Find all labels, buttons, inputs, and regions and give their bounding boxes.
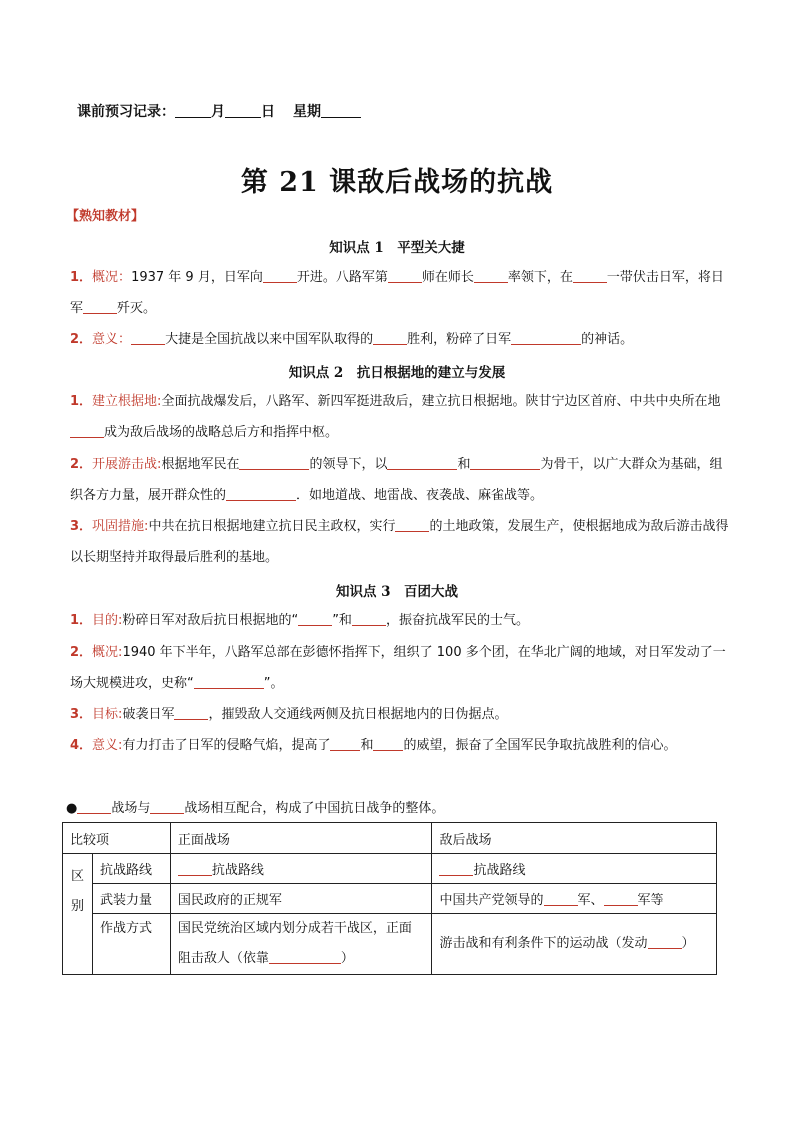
- item-number: 1．: [70, 613, 93, 628]
- table-header-row: [63, 823, 717, 854]
- item-text: ．如地道战、地雷战、夜袭战、麻雀战等。: [296, 488, 544, 503]
- header-rear: 敌后战场: [432, 823, 717, 854]
- item-text: 的威望，振奋了全国军民争取抗战胜利的信心。: [403, 738, 677, 753]
- route-label: 抗战路线: [92, 854, 170, 884]
- cell-text: ）: [681, 936, 695, 951]
- fill-blank: [573, 269, 607, 283]
- item-text: 中共在抗日根据地建立抗日民主政权，实行: [148, 519, 396, 534]
- item-text: 为骨干，以广大群众为基础，组织各方力量，展开群众性的: [70, 457, 723, 503]
- kp1-item2: [70, 324, 730, 355]
- fill-blank: [178, 862, 212, 876]
- diff-cell: [63, 854, 93, 975]
- fill-blank: [470, 456, 540, 470]
- fill-blank: [239, 456, 309, 470]
- fill-blank: [263, 269, 297, 283]
- force-front: 国民政府的正规军: [170, 884, 432, 914]
- item-text: 师在师长: [421, 270, 474, 285]
- cell-text: 游击战和有利条件下的运动战（发动: [439, 936, 648, 951]
- cell-text: ）: [340, 951, 354, 966]
- fill-blank: [70, 424, 104, 438]
- fill-blank: [604, 892, 638, 906]
- day-blank: [225, 103, 261, 118]
- item-label: 开展游击战:: [92, 457, 162, 472]
- item-text: 和: [360, 738, 374, 753]
- fill-blank: [387, 456, 457, 470]
- item-number: 2．: [70, 457, 93, 472]
- table-row: [63, 854, 717, 884]
- item-number: 4．: [70, 738, 93, 753]
- weekday-blank: [321, 103, 361, 118]
- preview-weekday: 星期: [293, 104, 321, 120]
- bullet-dot: ●: [66, 801, 78, 816]
- fill-blank: [544, 892, 578, 906]
- route-rear: [432, 854, 717, 884]
- item-text: 成为敌后战场的战略总后方和指挥中枢。: [104, 425, 339, 440]
- bullet-line: [66, 797, 444, 816]
- fill-blank: [388, 269, 422, 283]
- item-text: 的神话。: [581, 332, 634, 347]
- item-number: 1．: [70, 394, 93, 409]
- item-label: 目的:: [92, 613, 123, 628]
- item-text: ，振奋抗战军民的士气。: [385, 613, 529, 628]
- diff-text: 区别: [70, 869, 84, 914]
- item-text: 粉碎日军对敌后抗日根据地的“: [122, 613, 299, 628]
- fill-blank: [269, 950, 341, 964]
- kp1-heading: 知识点 1 平型关大捷: [329, 240, 465, 256]
- item-label: 意义：: [92, 332, 132, 347]
- kp3-item2: [70, 637, 730, 699]
- item-text: ，摧毁敌人交通线两侧及抗日根据地内的日伪据点。: [208, 707, 508, 722]
- kp2-heading: 知识点 2 抗日根据地的建立与发展: [288, 365, 506, 381]
- item-text: 和: [457, 457, 471, 472]
- kp2-item1: [70, 386, 730, 448]
- kp3-heading: 知识点 3 百团大战: [335, 584, 459, 600]
- fill-blank: [439, 862, 473, 876]
- kp2-item3: [70, 511, 730, 573]
- fill-blank: [330, 737, 360, 751]
- kp3-item4: [70, 730, 730, 761]
- item-number: 3．: [70, 707, 93, 722]
- item-number: 2．: [70, 332, 93, 347]
- kp2-item2: [70, 449, 730, 511]
- preview-record: [77, 101, 361, 121]
- route-front: [170, 854, 432, 884]
- item-number: 1．: [70, 270, 93, 285]
- kp3-item1: [70, 605, 730, 636]
- item-text: ”和: [332, 613, 352, 628]
- item-text: 破袭日军: [122, 707, 175, 722]
- table-row: [63, 884, 717, 914]
- fill-blank: [373, 331, 407, 345]
- cell-text: 军等: [637, 893, 664, 908]
- item-text: 的领导下，以: [309, 457, 388, 472]
- kp1-item1: [70, 262, 730, 324]
- bullet-text: 战场与: [111, 801, 151, 816]
- bullet-text: 战场相互配合，构成了中国抗日战争的整体。: [184, 801, 445, 816]
- preview-label: 课前预习记录：: [77, 104, 175, 120]
- item-text: 根据地军民在: [161, 457, 240, 472]
- method-label: 作战方式: [92, 914, 170, 975]
- item-text: 一带伏击日军，将日军: [70, 270, 724, 316]
- fill-blank: [226, 487, 296, 501]
- item-label: 建立根据地:: [92, 394, 162, 409]
- force-label: 武装力量: [92, 884, 170, 914]
- cell-text: 军、: [577, 893, 604, 908]
- item-label: 概况：: [92, 270, 132, 285]
- method-front: [170, 914, 432, 975]
- fill-blank: [77, 800, 111, 814]
- preview-day: 日: [261, 104, 275, 120]
- force-rear: [432, 884, 717, 914]
- fill-blank: [511, 331, 581, 345]
- fill-blank: [373, 737, 403, 751]
- item-text: 开进。八路军第: [296, 270, 388, 285]
- preview-month: 月: [211, 104, 225, 120]
- header-compare: 比较项: [63, 823, 171, 854]
- fill-blank: [131, 331, 165, 345]
- header-front: 正面战场: [170, 823, 432, 854]
- item-label: 概况:: [92, 645, 123, 660]
- cell-text: 抗战路线: [473, 863, 526, 878]
- item-text: 的土地政策，发展生产，使根据地成为敌后游击战得以长期坚持并取得最后胜利的基地。: [70, 519, 729, 565]
- method-rear: [432, 914, 717, 975]
- item-text: ”。: [263, 676, 284, 691]
- section-heading: 【熟知教材】: [66, 209, 145, 224]
- item-label: 意义:: [92, 738, 123, 753]
- fill-blank: [648, 935, 682, 949]
- fill-blank: [474, 269, 508, 283]
- cell-text: 国民党统治区域内划分成若干战区，正面阻击敌人（依靠: [177, 921, 412, 966]
- table-row: [63, 914, 717, 975]
- month-blank: [175, 103, 211, 118]
- item-text: 有力打击了日军的侵略气焰，提高了: [122, 738, 331, 753]
- item-text: 1940 年下半年，八路军总部在彭德怀指挥下，组织了 100 多个团，在华北广阔的地域，对日军发动了一场大规模进攻，史称“: [70, 645, 726, 691]
- fill-blank: [150, 800, 184, 814]
- item-text: 1937 年 9 月，日军向: [131, 270, 263, 285]
- page-title: 第 21 课敌后战场的抗战: [240, 167, 554, 198]
- kp3-item3: [70, 699, 730, 730]
- item-label: 巩固措施:: [92, 519, 149, 534]
- item-label: 目标:: [92, 707, 123, 722]
- item-text: 全面抗战爆发后，八路军、新四军挺进敌后，建立抗日根据地。陕甘宁边区首府、中共中央所在地: [161, 394, 721, 409]
- item-text: 歼灭。: [117, 301, 157, 316]
- fill-blank: [395, 518, 429, 532]
- fill-blank: [298, 612, 332, 626]
- cell-text: 抗战路线: [211, 863, 264, 878]
- cell-text: 中国共产党领导的: [439, 893, 544, 908]
- fill-blank: [83, 300, 117, 314]
- comparison-table: [62, 822, 717, 975]
- fill-blank: [194, 675, 264, 689]
- item-number: 2．: [70, 645, 93, 660]
- item-text: 率领下，在: [507, 270, 573, 285]
- item-text: 胜利，粉碎了日军: [407, 332, 512, 347]
- item-number: 3．: [70, 519, 93, 534]
- fill-blank: [174, 706, 208, 720]
- fill-blank: [352, 612, 386, 626]
- item-text: 大捷是全国抗战以来中国军队取得的: [165, 332, 374, 347]
